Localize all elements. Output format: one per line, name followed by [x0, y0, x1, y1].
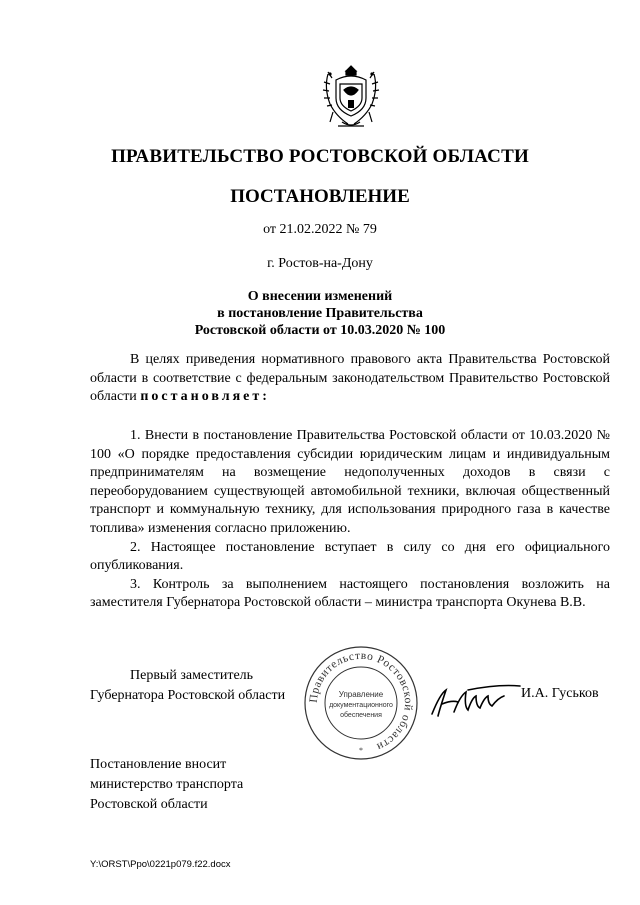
- submitted-line: Ростовской области: [90, 797, 208, 812]
- position-line: Губернатора Ростовской области: [90, 688, 286, 703]
- official-stamp: [303, 645, 419, 761]
- stamp-star-icon: *: [359, 746, 363, 755]
- decree-subject: [0, 288, 640, 339]
- file-path-footer: Y:\ORST\Ppo\0221p079.f22.docx: [90, 859, 231, 870]
- subject-line: О внесении изменений: [247, 289, 393, 304]
- document-type-title: ПОСТАНОВЛЕНИЕ: [230, 186, 410, 207]
- submitted-line: министерство транспорта: [90, 777, 244, 792]
- resolves-word: постановляет:: [140, 389, 270, 405]
- submitted-by-block: [90, 755, 243, 815]
- stamp-inner-text: документационного: [329, 702, 393, 709]
- handwritten-signature: [428, 682, 524, 724]
- signatory-position: [90, 666, 285, 706]
- stamp-inner-text: обеспечения: [340, 712, 382, 719]
- government-title: ПРАВИТЕЛЬСТВО РОСТОВСКОЙ ОБЛАСТИ: [111, 146, 529, 167]
- position-line: Первый заместитель: [130, 668, 254, 683]
- decree-item: 3. Контроль за выполнением настоящего постановления возложить на заместителя Губернатора Ростовской области – министра транспорта Окунева В.В.: [90, 576, 610, 611]
- decree-item: 1. Внести в постановление Правительства Ростовской области от 10.03.2020 № 100 «О порядке предоставления субсидии юридическим лицам и индивидуальным предпринимателям на возмещение недополученных доходов в связи с переоборудованием существующей автомобильной техники, включая общественный транспорт и коммунальную технику, для использования природного газа в качестве топлива» изменения согласно приложению.: [90, 428, 610, 536]
- signatory-name: И.А. Гуськов: [521, 686, 599, 701]
- submitted-line: Постановление вносит: [90, 757, 227, 772]
- decree-item: 2. Настоящее постановление вступает в силу со дня его официального опубликования.: [90, 539, 610, 574]
- subject-line: Ростовской области от 10.03.2020 № 100: [194, 323, 446, 338]
- preamble: [90, 351, 610, 407]
- decree-date-number: от 21.02.2022 № 79: [263, 222, 377, 237]
- stamp-inner-text: Управление: [338, 690, 384, 699]
- stamp-ring-text: Правительство Ростовской области: [307, 649, 415, 753]
- decree-items: [90, 427, 610, 613]
- coat-of-arms-icon: [318, 60, 384, 132]
- city-line: г. Ростов-на-Дону: [267, 256, 373, 271]
- preamble-text: В целях приведения нормативного правового акта Правительства Ростовской области в соответствие с федеральным законодательством Правительство Ростовской области: [90, 352, 610, 405]
- subject-line: в постановление Правительства: [217, 306, 423, 321]
